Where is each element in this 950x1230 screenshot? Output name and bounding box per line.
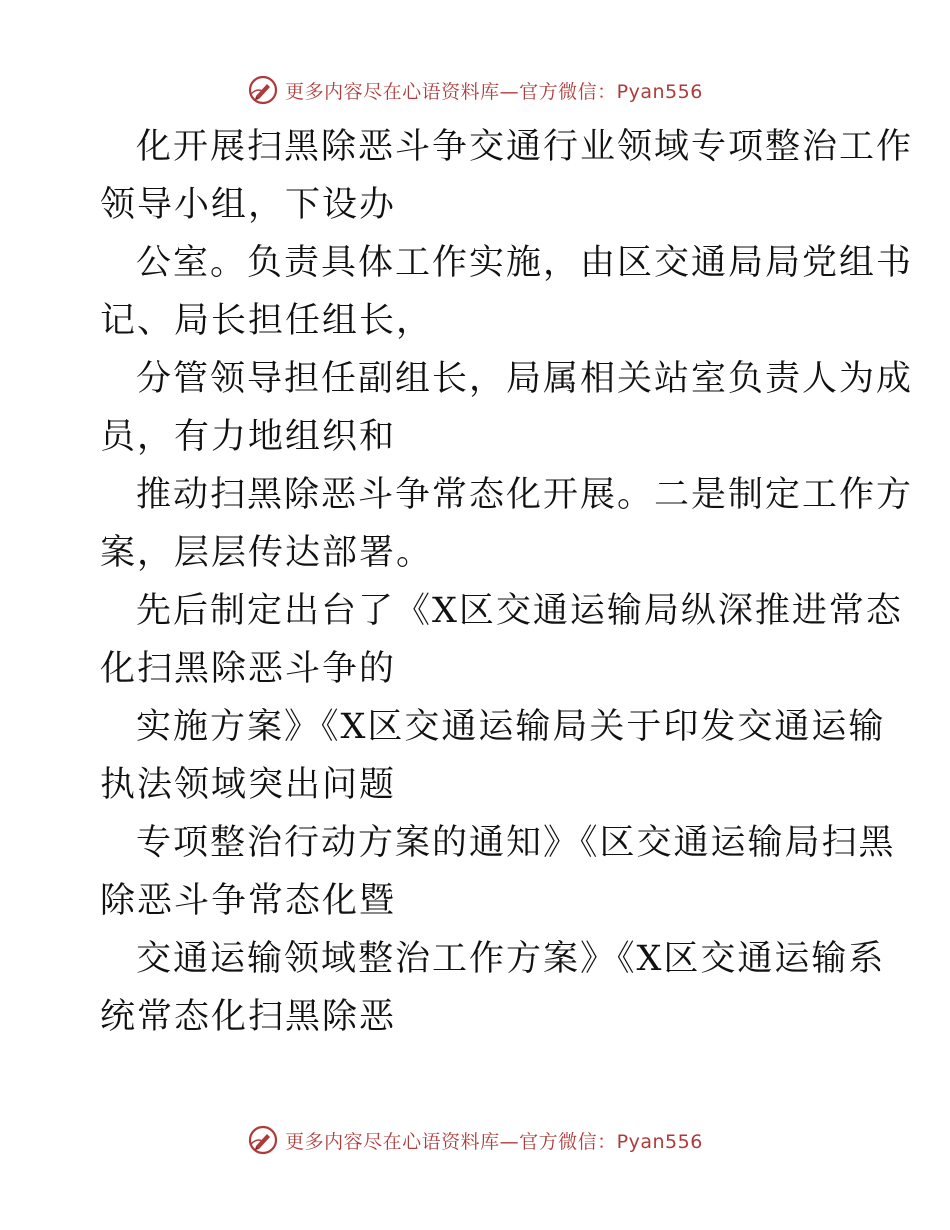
watermark-text: 更多内容尽在心语资料库—官方微信：Pyan556 (285, 1130, 703, 1153)
text-line: 实施方案》《X区交通运输局关于印发交通运输 (136, 707, 886, 747)
text-line: 领导小组，下设办 (100, 185, 397, 225)
text-line: 交通运输领域整治工作方案》《X区交通运输系 (136, 939, 886, 979)
pen-logo-icon (247, 1124, 279, 1156)
text-line: 案，层层传达部署。 (100, 533, 434, 573)
text-line: 员，有力地组织和 (100, 417, 397, 457)
pen-logo-icon (247, 74, 279, 106)
text-line: 专项整治行动方案的通知》《区交通运输局扫黑 (136, 823, 896, 863)
text-line: 统常态化扫黑除恶 (100, 997, 397, 1037)
text-line: 除恶斗争常态化暨 (100, 881, 397, 921)
text-line: 化扫黑除恶斗争的 (100, 649, 397, 689)
document-body (100, 118, 914, 1046)
watermark-text: 更多内容尽在心语资料库—官方微信：Pyan556 (285, 80, 703, 103)
footer-watermark (0, 1120, 950, 1160)
text-line: 执法领域突出问题 (100, 765, 397, 805)
text-line: 推动扫黑除恶斗争常态化开展。二是制定工作方 (136, 475, 914, 515)
text-line: 记、局长担任组长， (100, 301, 434, 341)
header-watermark (0, 70, 950, 110)
text-line: 公室。负责具体工作实施，由区交通局局党组书 (136, 243, 914, 283)
text-line: 化开展扫黑除恶斗争交通行业领域专项整治工作 (136, 127, 914, 167)
text-line: 先后制定出台了《X区交通运输局纵深推进常态 (136, 591, 903, 631)
text-line: 分管领导担任副组长，局属相关站室负责人为成 (136, 359, 914, 399)
